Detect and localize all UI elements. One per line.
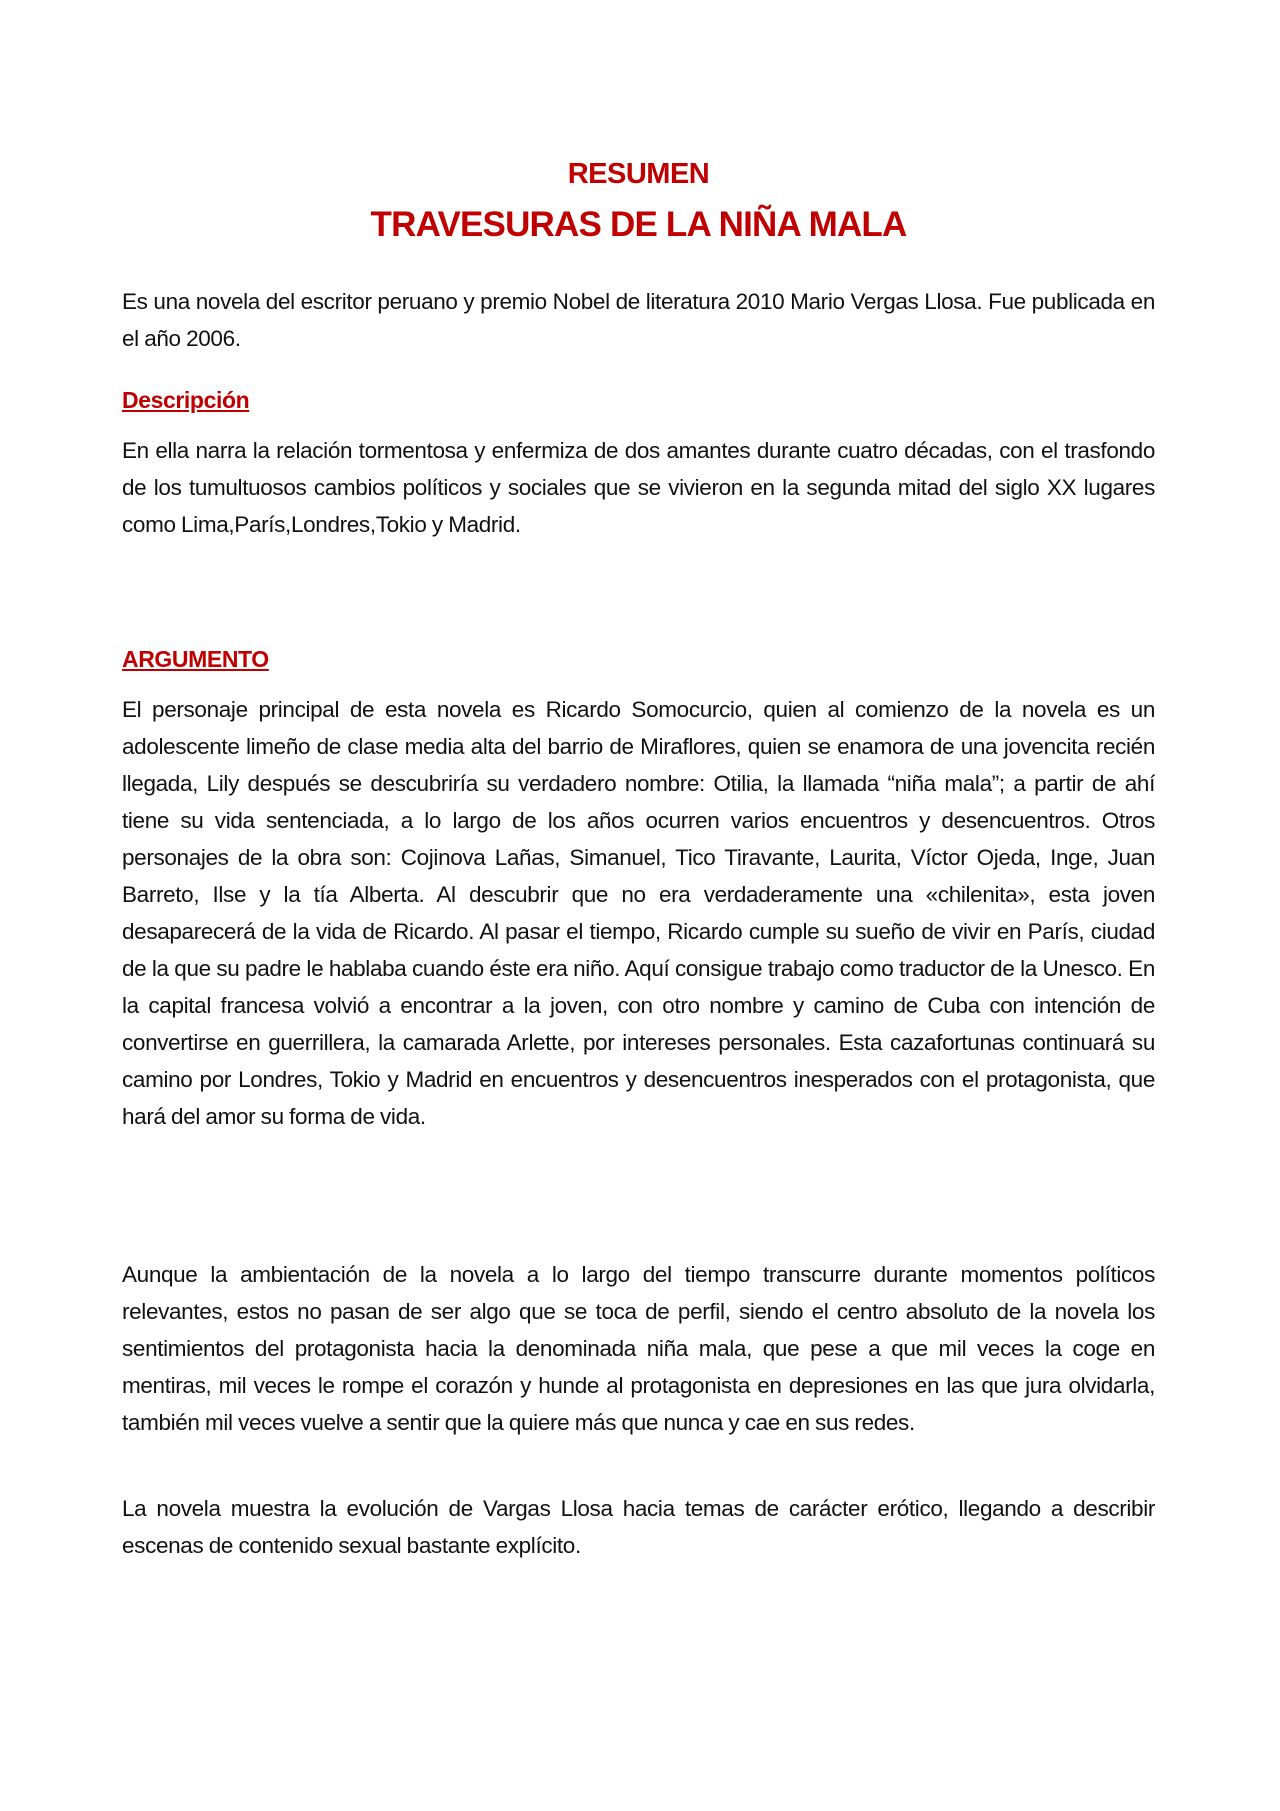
argument-heading: ARGUMENTO — [122, 646, 269, 672]
document-subtitle: RESUMEN — [567, 158, 710, 190]
description-paragraph: En ella narra la relación tormentosa y enfermiza de dos amantes durante cuatro décadas, con el trasfondo de los tumultuosos cambios políticos y sociales que se vivieron en la segunda mitad del siglo XX lugares como Lima,París,Londres,Tokio y Madrid. — [122, 438, 1155, 537]
argument-paragraph: La novela muestra la evolución de Vargas Llosa hacia temas de carácter erótico, llegando a describir escenas de contenido sexual bastante explícito. — [122, 1496, 1155, 1558]
document-title: TRAVESURAS DE LA NIÑA MALA — [370, 205, 907, 244]
description-heading: Descripción — [122, 387, 250, 413]
argument-paragraph: El personaje principal de esta novela es Ricardo Somocurcio, quien al comienzo de la novela es un adolescente limeño de clase media alta del barrio de Miraflores, quien se enamora de una jovencita recién llegada, Lily después se descubriría su verdadero nombre: Otilia, la llamada “niña mala”; a partir de ahí tiene su vida sentenciada, a lo largo de los años ocurren varios encuentros y desencuentros. Otros personajes de la obra son: Cojinova Lañas, Simanuel, Tico Tiravante, Laurita, Víctor Ojeda, Inge, Juan Barreto, Ilse y la tía Alberta. Al descubrir que no era verdaderamente una «chilenita», esta joven desaparecerá de la vida de Ricardo. Al pasar el tiempo, Ricardo cumple su sueño de vivir en París, ciudad de la que su padre le hablaba cuando éste era niño. Aquí consigue trabajo como traductor de la Unesco. En la capital francesa volvió a encontrar a la joven, con otro nombre y camino de Cuba con intención de convertirse en guerrillera, la camarada Arlette, por intereses personales. Esta cazafortunas continuará su camino por Londres, Tokio y Madrid en encuentros y desencuentros inesperados con el protagonista, que hará del amor su forma de vida. — [122, 697, 1155, 1129]
intro-paragraph: Es una novela del escritor peruano y premio Nobel de literatura 2010 Mario Vergas Llosa. Fue publicada en el año 2006. — [122, 289, 1155, 351]
argument-paragraph: Aunque la ambientación de la novela a lo largo del tiempo transcurre durante momentos políticos relevantes, estos no pasan de ser algo que se toca de perfil, siendo el centro absoluto de la novela los sentimientos del protagonista hacia la denominada niña mala, que pese a que mil veces la coge en mentiras, mil veces le rompe el corazón y hunde al protagonista en depresiones en las que jura olvidarla, también mil veces vuelve a sentir que la quiere más que nunca y cae en sus redes. — [122, 1262, 1155, 1435]
